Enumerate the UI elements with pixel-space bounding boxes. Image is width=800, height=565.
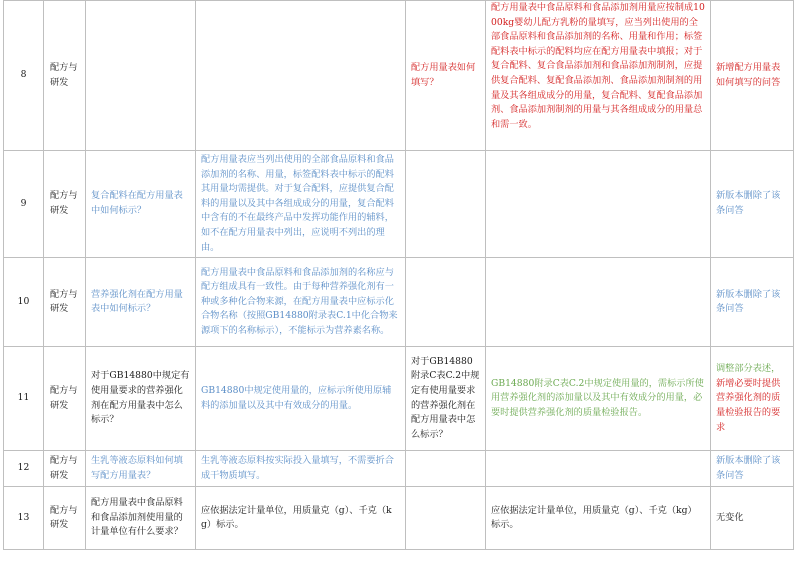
new-question-cell: 对于GB14880附录C表C.2中规定有使用量要求的营养强化剂在配方用量表中怎么标示？ [406,347,486,451]
new-answer-cell: GB14880附录C表C.2中规定使用量的，需标示所使用营养强化剂的添加量以及其中有效成分的用量，必要时提供营养强化剂的质量检验报告。 [486,347,711,451]
row-category: 配方与研发 [44,487,86,550]
row-number: 12 [4,451,44,487]
old-answer-cell: GB14880中规定使用量的，应标示所使用原辅料的添加量以及其中有效成分的用量。 [196,347,406,451]
row-category: 配方与研发 [44,151,86,258]
new-question-cell [406,451,486,487]
change-note-cell: 新增配方用量表如何填写的问答 [711,1,794,151]
table-row [4,1,794,151]
row-number: 11 [4,347,44,451]
new-answer-cell: 应依据法定计量单位，用质量克（g）、千克（kg）标示。 [486,487,711,550]
old-answer-cell [196,1,406,151]
row-category: 配方与研发 [44,258,86,347]
old-question-cell: 复合配料在配方用量表中如何标示？ [86,151,196,258]
change-note-cell: 新版本删除了该条问答 [711,258,794,347]
new-question-cell: 配方用量表如何填写？ [406,1,486,151]
old-answer-cell: 应依据法定计量单位，用质量克（g）、千克（kg）标示。 [196,487,406,550]
row-number: 13 [4,487,44,550]
change-note-cell: 新版本删除了该条问答 [711,151,794,258]
old-question-cell: 生乳等液态原料如何填写配方用量表？ [86,451,196,487]
table-row [4,451,794,487]
row-number: 9 [4,151,44,258]
new-question-cell [406,487,486,550]
old-question-cell: 营养强化剂在配方用量表中如何标示？ [86,258,196,347]
table-row [4,151,794,258]
new-answer-cell [486,151,711,258]
old-question-cell [86,1,196,151]
table-row [4,258,794,347]
old-question-cell: 对于GB14880中规定有使用量要求的营养强化剂在配方用量表中怎么标示？ [86,347,196,451]
row-category: 配方与研发 [44,451,86,487]
new-answer-cell [486,258,711,347]
comparison-table-wrapper [3,0,793,550]
old-answer-cell: 配方用量表中食品原料和食品添加剂的名称应与配方组成具有一致性。由于每种营养强化剂有一种或多种化合物来源，在配方用量表中应标示化合物名称（按照GB14880附录表C.1中化合物来源项下的名称标示），不能标示为营养素名称。 [196,258,406,347]
change-note-cell: 无变化 [711,487,794,550]
new-question-cell [406,258,486,347]
new-answer-cell [486,451,711,487]
new-answer-cell: 配方用量表中食品原料和食品添加剂用量应按制成1000kg婴幼儿配方乳粉的量填写，应当列出使用的全部食品原料和食品添加剂的名称、用量和作用；标签配料表中标示的配料均应在配方用量表中填报；对于复合配料、复合食品添加剂和食品添加剂制剂，应提供复合配料、复配食品添加剂、食品添加剂制剂的用量及其各组成成分的用量，复合配料、复配食品添加剂、食品添加剂制剂的用量与其各组成成分的用量总和需一致。 [486,1,711,151]
table-row [4,487,794,550]
row-category: 配方与研发 [44,1,86,151]
row-number: 10 [4,258,44,347]
old-answer-cell: 配方用量表应当列出使用的全部食品原料和食品添加剂的名称、用量，标签配料表中标示的配料其用量均需提供。对于复合配料，应提供复合配料的用量以及其中各组成成分的用量，复合配料中含有的不在最终产品中发挥功能作用的辅料，如不在配方用量表中列出，应说明不列出的理由。 [196,151,406,258]
old-answer-cell: 生乳等液态原料按实际投入量填写，不需要折合成干物质填写。 [196,451,406,487]
new-question-cell [406,151,486,258]
change-note-cell [711,347,794,451]
change-note-part2: 新增必要时提供营养强化剂的质量检验报告的要求 [716,377,781,433]
row-category: 配方与研发 [44,347,86,451]
comparison-table [3,0,794,550]
change-note-part1: 调整部分表述， [716,363,781,375]
row-number: 8 [4,1,44,151]
table-row [4,347,794,451]
old-question-cell: 配方用量表中食品原料和食品添加剂使用量的计量单位有什么要求？ [86,487,196,550]
change-note-cell: 新版本删除了该条问答 [711,451,794,487]
